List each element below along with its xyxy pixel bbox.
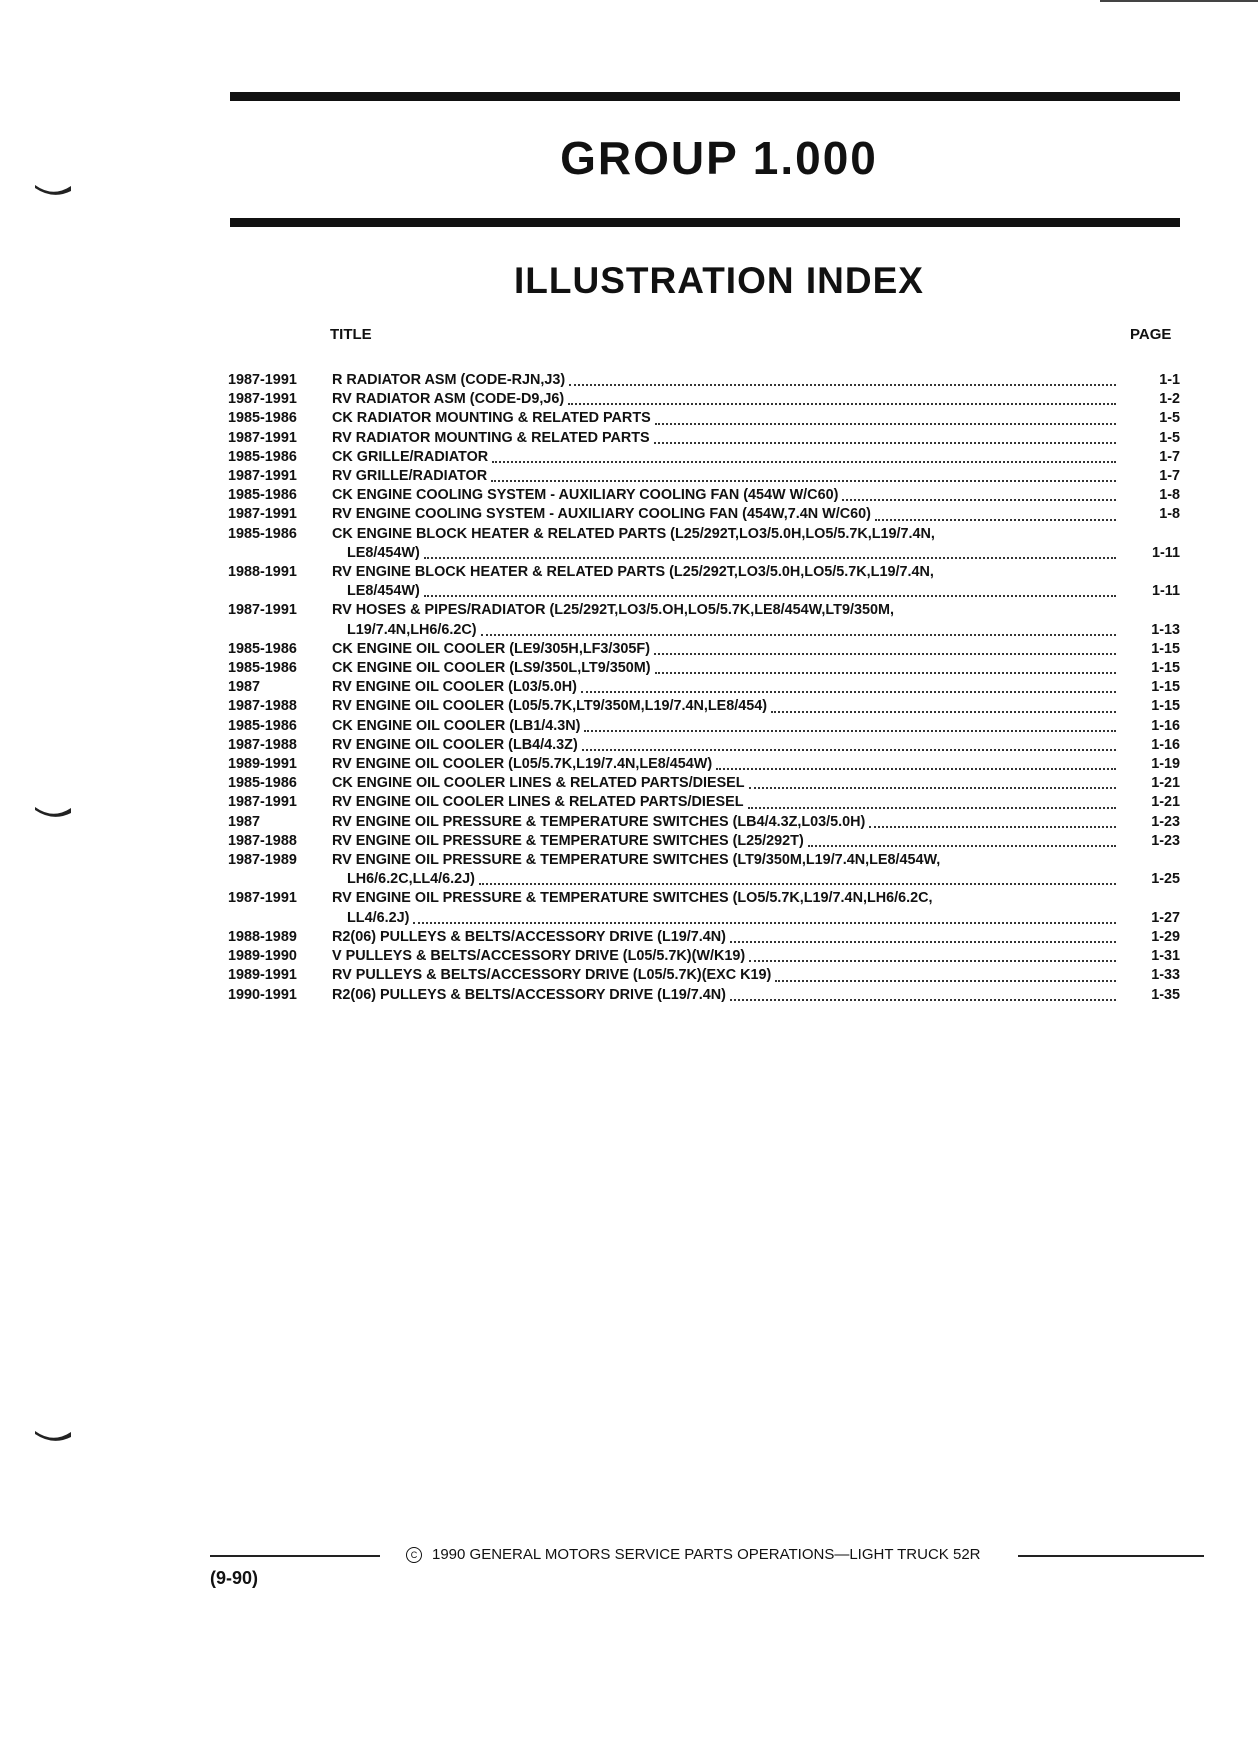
binder-hole-mark-middle <box>33 804 73 820</box>
entry-year: 1989-1991 <box>228 756 297 773</box>
binder-hole-mark-top <box>33 182 73 198</box>
entry-title <box>332 467 1124 486</box>
entry-title-line: RV ENGINE BLOCK HEATER & RELATED PARTS (L25/292T,LO3/5.0H,LO5/5.7K,L19/7.4N, <box>332 564 934 581</box>
dot-leader <box>413 921 1116 924</box>
entry-year: 1987-1988 <box>228 832 297 849</box>
entry-title-line: LE8/454W) <box>347 583 420 600</box>
index-entry <box>228 525 1180 563</box>
document-date: (9-90) <box>210 1568 259 1588</box>
entry-year: 1987-1991 <box>228 602 297 619</box>
entry-title-line: RV ENGINE OIL COOLER (L03/5.0H) <box>332 679 577 696</box>
entry-year: 1987-1989 <box>228 852 297 869</box>
index-entry <box>228 486 1180 505</box>
entry-page: 1-13 <box>1151 621 1180 638</box>
entry-year: 1987-1991 <box>228 372 297 388</box>
index-entry <box>228 813 1180 832</box>
copyright-text: 1990 GENERAL MOTORS SERVICE PARTS OPERATIONS—LIGHT TRUCK 52R <box>432 1546 981 1563</box>
entry-year: 1987 <box>228 813 261 830</box>
corner-scan-line <box>1100 0 1258 2</box>
entry-title-line: RV GRILLE/RADIATOR <box>332 468 488 485</box>
entry-year: 1989-1990 <box>228 948 297 965</box>
dot-leader <box>481 633 1116 636</box>
footer-rule-left <box>210 1555 380 1557</box>
entry-year: 1985-1986 <box>228 640 297 657</box>
dot-leader <box>584 729 1116 732</box>
entry-year: 1985-1986 <box>228 487 297 504</box>
index-entry <box>228 717 1180 736</box>
entry-page: 1-19 <box>1151 756 1180 773</box>
entry-title-line: CK ENGINE OIL COOLER (LE9/305H,LF3/305F) <box>332 640 650 657</box>
entry-page: 1-5 <box>1159 429 1180 446</box>
entry-title-line: CK GRILLE/RADIATOR <box>332 448 489 465</box>
entry-title-line: RV ENGINE OIL PRESSURE & TEMPERATURE SWITCHES (LT9/350M,L19/7.4N,LE8/454W, <box>332 852 941 869</box>
entry-page: 1-15 <box>1151 679 1180 696</box>
dot-leader <box>568 402 1116 405</box>
entry-page: 1-5 <box>1159 410 1180 427</box>
entry-title-line: CK ENGINE OIL COOLER (LS9/350L,LT9/350M) <box>332 660 651 677</box>
entry-title <box>332 889 1124 927</box>
entry-title <box>332 505 1124 524</box>
index-entry <box>228 793 1180 812</box>
index-entry <box>228 563 1180 601</box>
entry-page: 1-2 <box>1159 391 1180 408</box>
entry-page: 1-15 <box>1151 660 1180 677</box>
index-entry <box>228 409 1180 428</box>
index-entry <box>228 448 1180 467</box>
entry-title <box>332 659 1124 678</box>
index-entry <box>228 429 1180 448</box>
index-entry <box>228 505 1180 524</box>
entry-year: 1988-1989 <box>228 928 297 945</box>
entry-title <box>332 793 1124 812</box>
entry-year: 1985-1986 <box>228 717 297 734</box>
entry-year: 1985-1986 <box>228 525 297 542</box>
index-entry <box>228 371 1180 390</box>
entry-page: 1-16 <box>1151 736 1180 753</box>
entry-year: 1987 <box>228 679 261 696</box>
column-header-title: TITLE <box>330 326 372 343</box>
entry-title-line: LL4/6.2J) <box>347 909 410 926</box>
entry-title-line: R2(06) PULLEYS & BELTS/ACCESSORY DRIVE (L19/7.4N) <box>332 986 726 1003</box>
footer-rule-right <box>1018 1555 1204 1557</box>
entry-title <box>332 678 1124 697</box>
entry-title <box>332 486 1124 505</box>
entry-page: 1-15 <box>1151 640 1180 657</box>
index-entry <box>228 928 1180 947</box>
dot-leader <box>492 460 1116 463</box>
dot-leader <box>748 806 1116 809</box>
entry-title-line: CK ENGINE OIL COOLER LINES & RELATED PARTS/DIESEL <box>332 775 745 792</box>
top-rule <box>230 92 1180 101</box>
dot-leader <box>582 748 1116 751</box>
entry-page: 1-33 <box>1151 967 1180 984</box>
entry-year: 1987-1988 <box>228 698 297 715</box>
index-entry <box>228 947 1180 966</box>
entry-year: 1988-1991 <box>228 564 297 581</box>
entry-page: 1-21 <box>1151 794 1180 811</box>
dot-leader <box>730 940 1116 943</box>
entry-page: 1-16 <box>1151 717 1180 734</box>
dot-leader <box>654 652 1116 655</box>
index-entry <box>228 678 1180 697</box>
entry-title-line: CK ENGINE COOLING SYSTEM - AUXILIARY COOLING FAN (454W W/C60) <box>332 487 839 504</box>
entry-page: 1-29 <box>1151 928 1180 945</box>
entry-title-line: RV ENGINE OIL COOLER (L05/5.7K,LT9/350M,L19/7.4N,LE8/454) <box>332 698 768 715</box>
entry-title-line: RV RADIATOR MOUNTING & RELATED PARTS <box>332 429 650 446</box>
group-title: GROUP 1.000 <box>560 132 878 184</box>
entry-title <box>332 563 1124 601</box>
entry-page: 1-8 <box>1159 506 1180 523</box>
entry-title-line: CK RADIATOR MOUNTING & RELATED PARTS <box>332 410 651 427</box>
entry-year: 1987-1991 <box>228 468 297 485</box>
entry-title <box>332 717 1124 736</box>
entry-title-line: RV RADIATOR ASM (CODE-D9,J6) <box>332 391 565 408</box>
entry-title <box>332 947 1124 966</box>
entry-title <box>332 390 1124 409</box>
dot-leader <box>654 441 1116 444</box>
entry-title <box>332 755 1124 774</box>
entry-page: 1-23 <box>1151 832 1180 849</box>
entry-year: 1987-1991 <box>228 794 297 811</box>
dot-leader <box>716 767 1116 770</box>
entry-year: 1985-1986 <box>228 775 297 792</box>
dot-leader <box>655 671 1116 674</box>
dot-leader <box>749 959 1116 962</box>
entry-title <box>332 525 1124 563</box>
dot-leader <box>655 422 1116 425</box>
index-entry <box>228 601 1180 639</box>
dot-leader <box>749 786 1116 789</box>
index-title: ILLUSTRATION INDEX <box>514 260 924 301</box>
entry-title-line: R2(06) PULLEYS & BELTS/ACCESSORY DRIVE (L19/7.4N) <box>332 928 726 945</box>
entry-title <box>332 813 1124 832</box>
entry-title <box>332 601 1124 639</box>
entry-page: 1-7 <box>1159 468 1180 485</box>
entry-title <box>332 774 1124 793</box>
dot-leader <box>771 710 1116 713</box>
index-entry <box>228 851 1180 889</box>
dot-leader <box>775 979 1116 982</box>
entry-title-line: LH6/6.2C,LL4/6.2J) <box>347 871 475 888</box>
entry-title <box>332 429 1124 448</box>
entry-year: 1987-1991 <box>228 890 297 907</box>
entry-year: 1987-1991 <box>228 429 297 446</box>
entry-title <box>332 697 1124 716</box>
middle-rule <box>230 218 1180 227</box>
index-entry <box>228 640 1180 659</box>
entry-page: 1-1 <box>1159 372 1180 388</box>
entry-page: 1-27 <box>1151 909 1180 926</box>
entry-page: 1-21 <box>1151 775 1180 792</box>
entry-page: 1-25 <box>1151 871 1180 888</box>
entry-year: 1987-1991 <box>228 391 297 408</box>
index-entry <box>228 390 1180 409</box>
binder-hole-mark-bottom <box>33 1428 73 1444</box>
column-header-page: PAGE <box>1130 326 1172 343</box>
entry-title-line: RV ENGINE OIL PRESSURE & TEMPERATURE SWITCHES (LB4/4.3Z,L03/5.0H) <box>332 813 866 830</box>
entry-page: 1-11 <box>1151 583 1180 600</box>
entry-year: 1985-1986 <box>228 448 297 465</box>
index-entry <box>228 966 1180 985</box>
dot-leader <box>875 518 1116 521</box>
entry-title <box>332 966 1124 985</box>
entry-title-line: RV HOSES & PIPES/RADIATOR (L25/292T,LO3/5.OH,LO5/5.7K,LE8/454W,LT9/350M, <box>332 602 894 619</box>
entry-page: 1-31 <box>1151 948 1180 965</box>
entry-title-line: R RADIATOR ASM (CODE-RJN,J3) <box>332 372 566 388</box>
entry-title-line: RV PULLEYS & BELTS/ACCESSORY DRIVE (L05/5.7K)(EXC K19) <box>332 967 772 984</box>
index-entry <box>228 774 1180 793</box>
entry-page: 1-23 <box>1151 813 1180 830</box>
index-entry <box>228 697 1180 716</box>
dot-leader <box>491 479 1116 482</box>
entry-title-line: RV ENGINE OIL PRESSURE & TEMPERATURE SWITCHES (LO5/5.7K,L19/7.4N,LH6/6.2C, <box>332 890 933 907</box>
dot-leader <box>569 383 1116 386</box>
entry-title-line: RV ENGINE OIL PRESSURE & TEMPERATURE SWITCHES (L25/292T) <box>332 832 804 849</box>
entry-title <box>332 409 1124 428</box>
copyright-icon: C <box>406 1547 422 1563</box>
entry-title-line: CK ENGINE OIL COOLER (LB1/4.3N) <box>332 717 581 734</box>
entry-page: 1-15 <box>1151 698 1180 715</box>
entry-title-line: RV ENGINE COOLING SYSTEM - AUXILIARY COOLING FAN (454W,7.4N W/C60) <box>332 506 871 523</box>
illustration-index-list <box>228 371 1180 1005</box>
entry-page: 1-35 <box>1151 986 1180 1003</box>
entry-page: 1-7 <box>1159 448 1180 465</box>
entry-title <box>332 832 1124 851</box>
dot-leader <box>869 825 1116 828</box>
dot-leader <box>730 998 1116 1001</box>
entry-year: 1987-1988 <box>228 736 297 753</box>
entry-year: 1985-1986 <box>228 410 297 427</box>
dot-leader <box>581 690 1116 693</box>
entry-year: 1987-1991 <box>228 506 297 523</box>
entry-title-line: CK ENGINE BLOCK HEATER & RELATED PARTS (L25/292T,LO3/5.0H,LO5/5.7K,L19/7.4N, <box>332 525 935 542</box>
entry-title <box>332 448 1124 467</box>
dot-leader <box>842 498 1116 501</box>
dot-leader <box>424 556 1116 559</box>
dot-leader <box>808 844 1116 847</box>
entry-page: 1-11 <box>1151 544 1180 561</box>
entry-title <box>332 736 1124 755</box>
entry-title <box>332 986 1124 1005</box>
index-entry <box>228 736 1180 755</box>
index-entry <box>228 659 1180 678</box>
index-entry <box>228 889 1180 927</box>
entry-year: 1989-1991 <box>228 967 297 984</box>
dot-leader <box>424 594 1116 597</box>
entry-title-line: RV ENGINE OIL COOLER (L05/5.7K,L19/7.4N,LE8/454W) <box>332 756 713 773</box>
entry-title-line: RV ENGINE OIL COOLER (LB4/4.3Z) <box>332 736 578 753</box>
entry-title <box>332 371 1124 390</box>
entry-title <box>332 640 1124 659</box>
copyright-line <box>406 1546 981 1563</box>
index-entry <box>228 832 1180 851</box>
index-entry <box>228 986 1180 1005</box>
entry-title-line: L19/7.4N,LH6/6.2C) <box>347 621 477 638</box>
entry-title-line: LE8/454W) <box>347 544 420 561</box>
entry-year: 1990-1991 <box>228 986 297 1003</box>
entry-year: 1985-1986 <box>228 660 297 677</box>
index-entry <box>228 467 1180 486</box>
index-entry <box>228 755 1180 774</box>
entry-title <box>332 928 1124 947</box>
entry-page: 1-8 <box>1159 487 1180 504</box>
entry-title-line: RV ENGINE OIL COOLER LINES & RELATED PARTS/DIESEL <box>332 794 744 811</box>
dot-leader <box>479 882 1116 885</box>
entry-title-line: V PULLEYS & BELTS/ACCESSORY DRIVE (L05/5.7K)(W/K19) <box>332 948 746 965</box>
entry-title <box>332 851 1124 889</box>
